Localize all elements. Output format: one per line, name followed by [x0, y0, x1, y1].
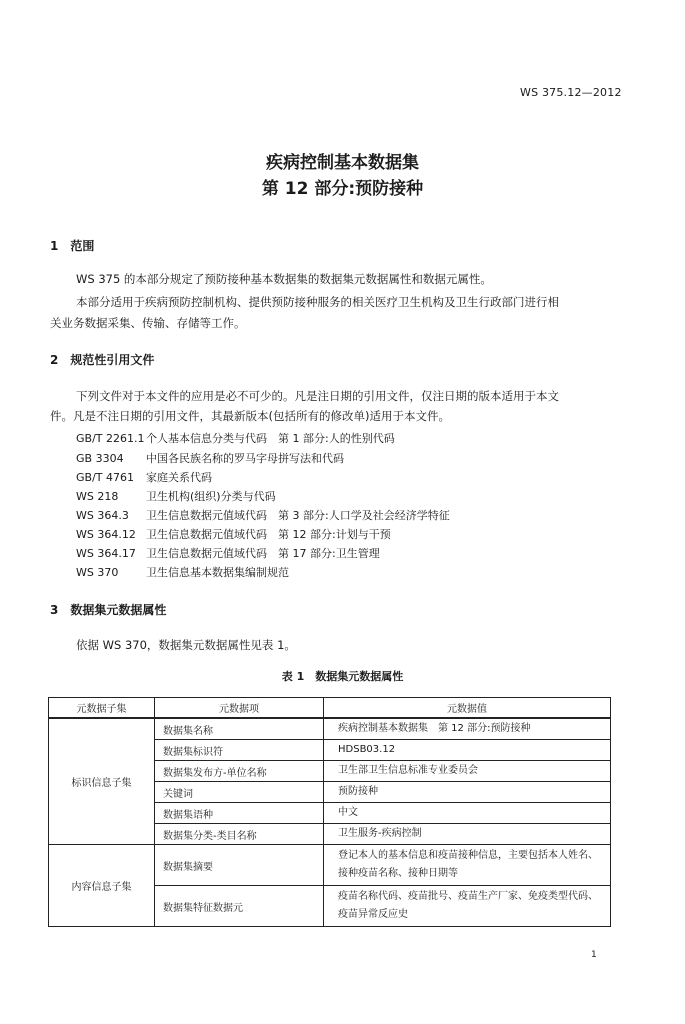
value-cell: 卫生服务-疾病控制	[324, 824, 611, 845]
item-cell: 数据集名称	[155, 718, 324, 740]
value-cell: 疫苗名称代码、疫苗批号、疫苗生产厂家、免疫类型代码、疫苗异常反应史	[324, 886, 611, 927]
reference-item	[76, 526, 391, 542]
section-1-paragraph-1: WS 375 的本部分规定了预防接种基本数据集的数据集元数据属性和数据元属性。	[76, 272, 492, 286]
reference-item	[76, 450, 344, 466]
value-cell: 预防接种	[324, 782, 611, 803]
standard-number: WS 375.12—2012	[520, 86, 622, 99]
section-1-heading: 1 范围	[50, 239, 95, 253]
reference-item	[76, 488, 276, 504]
reference-code: GB 3304	[76, 452, 124, 465]
value-cell: HDSB03.12	[324, 740, 611, 761]
reference-item	[76, 430, 395, 446]
metadata-table	[48, 697, 611, 927]
column-header: 元数据子集	[49, 698, 155, 719]
value-cell: 登记本人的基本信息和疫苗接种信息，主要包括本人姓名、接种疫苗名称、接种日期等	[324, 845, 611, 886]
reference-title: 个人基本信息分类与代码 第 1 部分:人的性别代码	[146, 432, 395, 445]
item-cell: 数据集特征数据元	[155, 886, 324, 927]
document-title: 疾病控制基本数据集	[266, 153, 419, 173]
reference-item	[76, 564, 289, 580]
reference-item	[76, 507, 450, 523]
reference-code: WS 364.17	[76, 547, 136, 560]
section-2-intro-line-1: 下列文件对于本文件的应用是必不可少的。凡是注日期的引用文件，仅注日期的版本适用于本文	[76, 389, 559, 403]
column-header: 元数据值	[324, 698, 611, 719]
table-caption: 表 1 数据集元数据属性	[281, 670, 404, 683]
group-cell: 标识信息子集	[49, 718, 155, 845]
section-2-heading: 2 规范性引用文件	[50, 353, 155, 367]
value-cell: 卫生部卫生信息标准专业委员会	[324, 761, 611, 782]
reference-item	[76, 545, 380, 561]
value-cell: 中文	[324, 803, 611, 824]
reference-code: GB/T 2261.1	[76, 432, 145, 445]
reference-item	[76, 469, 212, 485]
table-row	[49, 718, 611, 740]
item-cell: 数据集语种	[155, 803, 324, 824]
reference-title: 家庭关系代码	[146, 471, 212, 484]
section-3-paragraph: 依据 WS 370，数据集元数据属性见表 1。	[76, 638, 296, 652]
table-row	[49, 845, 611, 886]
reference-title: 卫生信息基本数据集编制规范	[146, 566, 289, 579]
document-subtitle: 第 12 部分:预防接种	[261, 179, 424, 199]
reference-code: WS 364.12	[76, 528, 136, 541]
reference-title: 中国各民族名称的罗马字母拼写法和代码	[146, 452, 344, 465]
item-cell: 关键词	[155, 782, 324, 803]
section-3-heading: 3 数据集元数据属性	[50, 603, 167, 617]
page-number: 1	[591, 950, 597, 960]
value-cell: 疾病控制基本数据集 第 12 部分:预防接种	[324, 718, 611, 740]
reference-code: GB/T 4761	[76, 471, 134, 484]
item-cell: 数据集标识符	[155, 740, 324, 761]
reference-title: 卫生信息数据元值域代码 第 17 部分:卫生管理	[146, 547, 380, 560]
section-1-paragraph-2-line-2: 关业务数据采集、传输、存储等工作。	[50, 316, 246, 330]
item-cell: 数据集摘要	[155, 845, 324, 886]
group-cell: 内容信息子集	[49, 845, 155, 927]
column-header: 元数据项	[155, 698, 324, 719]
reference-title: 卫生机构(组织)分类与代码	[146, 490, 276, 503]
section-2-intro-line-2: 件。凡是不注日期的引用文件，其最新版本(包括所有的修改单)适用于本文件。	[50, 409, 450, 423]
reference-code: WS 218	[76, 490, 119, 503]
item-cell: 数据集发布方-单位名称	[155, 761, 324, 782]
reference-code: WS 364.3	[76, 509, 129, 522]
item-cell: 数据集分类-类目名称	[155, 824, 324, 845]
reference-title: 卫生信息数据元值域代码 第 3 部分:人口学及社会经济学特征	[146, 509, 450, 522]
table-header-row	[49, 698, 611, 719]
reference-title: 卫生信息数据元值域代码 第 12 部分:计划与干预	[146, 528, 391, 541]
section-1-paragraph-2-line-1: 本部分适用于疾病预防控制机构、提供预防接种服务的相关医疗卫生机构及卫生行政部门进行相	[76, 295, 559, 309]
reference-code: WS 370	[76, 566, 119, 579]
